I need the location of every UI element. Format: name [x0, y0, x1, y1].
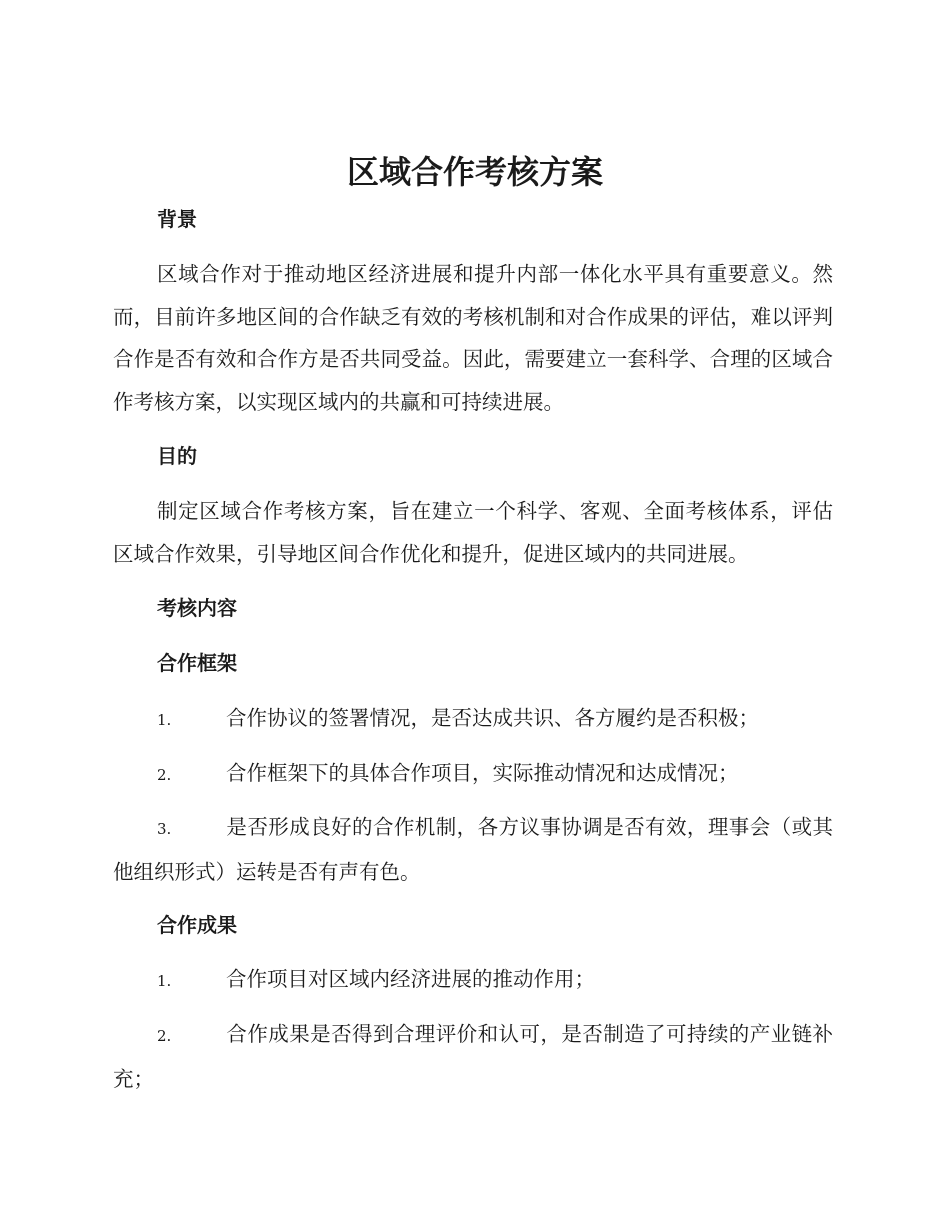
list-item-text: 合作项目对区域内经济进展的推动作用； — [226, 967, 595, 991]
section-heading-purpose: 目的 — [157, 444, 197, 468]
section-heading-framework: 合作框架 — [157, 651, 237, 675]
list-item — [113, 1013, 833, 1100]
list-item-number: 3. — [157, 820, 172, 838]
section-heading-results: 合作成果 — [157, 913, 237, 937]
section-heading-background: 背景 — [157, 207, 197, 231]
list-item-text: 合作协议的签署情况，是否达成共识、各方履约是否积极； — [226, 706, 759, 730]
list-item — [113, 958, 833, 1003]
list-item-number: 1. — [157, 711, 172, 729]
list-item-text: 合作成果是否得到合理评价和认可，是否制造了可持续的产业链补充； — [113, 1022, 833, 1091]
list-item — [113, 806, 833, 893]
list-item-number: 2. — [157, 766, 172, 784]
document-title: 区域合作考核方案 — [346, 153, 603, 191]
section-heading-content: 考核内容 — [157, 596, 237, 620]
list-item — [113, 752, 833, 797]
list-item-number: 1. — [157, 972, 172, 990]
list-item-text: 是否形成良好的合作机制，各方议事协调是否有效，理事会（或其他组织形式）运转是否有声有色。 — [113, 815, 833, 884]
list-item — [113, 697, 833, 742]
paragraph-background: 区域合作对于推动地区经济进展和提升内部一体化水平具有重要意义。然而，目前许多地区间的合作缺乏有效的考核机制和对合作成果的评估，难以评判合作是否有效和合作方是否共同受益。因此，需要建立一套科学、合理的区域合作考核方案，以实现区域内的共赢和可持续进展。 — [113, 262, 833, 414]
list-item-text: 合作框架下的具体合作项目，实际推动情况和达成情况； — [226, 761, 739, 785]
paragraph-purpose: 制定区域合作考核方案，旨在建立一个科学、客观、全面考核体系，评估区域合作效果，引导地区间合作优化和提升，促进区域内的共同进展。 — [113, 499, 833, 566]
list-item-number: 2. — [157, 1027, 172, 1045]
